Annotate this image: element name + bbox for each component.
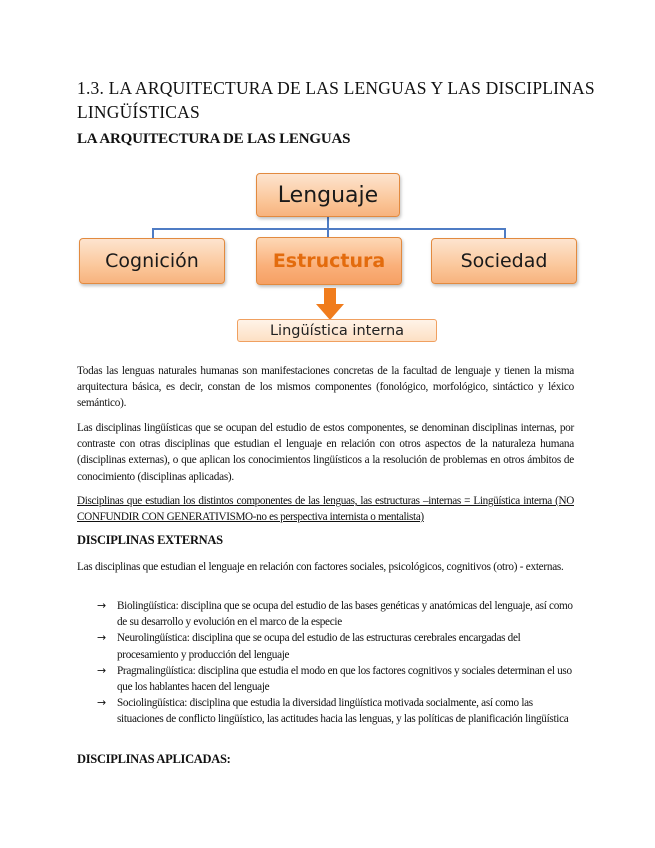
diagram-box-estructura: Estructura — [256, 237, 402, 285]
list-item — [97, 630, 575, 662]
section-heading: 1.3. LA ARQUITECTURA DE LAS LENGUAS Y LAS DISCIPLINAS LINGÜÍSTICAS — [77, 78, 595, 122]
list-item — [97, 598, 575, 630]
list-item-text: Neurolingüística: disciplina que se ocupa del estudio de las estructuras cerebrales encargadas del procesamiento y producción del lenguaje — [117, 632, 521, 661]
diagram-label-linguistica-interna: Lingüística interna — [237, 319, 437, 342]
connector-right — [504, 228, 506, 238]
arrow-right-icon: → — [97, 599, 106, 612]
connector-horizontal — [152, 228, 505, 230]
section-title-externas: DISCIPLINAS EXTERNAS — [77, 533, 223, 547]
arrow-right-icon: → — [97, 631, 106, 645]
connector-vertical-top — [327, 217, 329, 229]
list-item-text: Biolingüística: disciplina que se ocupa del estudio de las bases genéticas y anatómicas del lenguaje, así como de su desarrollo y evolución en el marco de la especie — [117, 600, 573, 629]
arrow-right-icon: → — [97, 696, 106, 710]
list-item — [97, 695, 575, 727]
diagram-box-lenguaje: Lenguaje — [256, 173, 400, 217]
paragraph-linguistica-interna-note: Disciplinas que estudian los distintos componentes de las lenguas, las estructuras –internas = Lingüística interna (NO CONFUNDIR CON GENERATIVISMO-no es perspectiva internista o mentalista) — [77, 495, 574, 524]
paragraph-intro: Todas las lenguas naturales humanas son manifestaciones concretas de la facultad de lenguaje y tienen la misma arquitectura básica, es decir, constan de los mismos componentes (fonológico, morfológico, sintáctico y léxico semántico). — [77, 365, 574, 410]
diagram-box-cognicion: Cognición — [79, 238, 225, 284]
subsection-heading: LA ARQUITECTURA DE LAS LENGUAS — [77, 131, 351, 147]
paragraph-externas: Las disciplinas que estudian el lenguaje en relación con factores sociales, psicológicos, cognitivos (otro) - externas. — [77, 561, 564, 573]
diagram-box-sociedad: Sociedad — [431, 238, 577, 284]
list-item-text: Sociolingüística: disciplina que estudia la diversidad lingüística motivada socialmente, así como las situaciones de conflicto lingüístico, las actitudes hacia las lenguas, y las políticas de planificación lingüística — [117, 697, 569, 726]
down-arrow-icon — [316, 288, 344, 320]
paragraph-disciplinas-internas: Las disciplinas lingüísticas que se ocupan del estudio de estos componentes, se denominan disciplinas internas, por contraste con otras disciplinas que estudian el lenguaje en relación con otros aspectos de la naturaleza humana (disciplinas externas), o que aplican los conocimientos lingüísticos a la resolución de problemas en otros ámbitos de conocimiento (disciplinas aplicadas). — [77, 422, 574, 483]
connector-center — [327, 228, 329, 237]
list-item — [97, 663, 575, 695]
list-item-text: Pragmalingüística: disciplina que estudia el modo en que los factores cognitivos y sociales determinan el uso que los hablantes hacen del lenguaje — [117, 664, 572, 694]
language-architecture-diagram — [0, 0, 655, 360]
arrow-right-icon: → — [97, 663, 106, 677]
section-title-aplicadas: DISCIPLINAS APLICADAS: — [77, 752, 231, 766]
bullet-list-externas — [97, 598, 575, 728]
connector-left — [152, 228, 154, 238]
